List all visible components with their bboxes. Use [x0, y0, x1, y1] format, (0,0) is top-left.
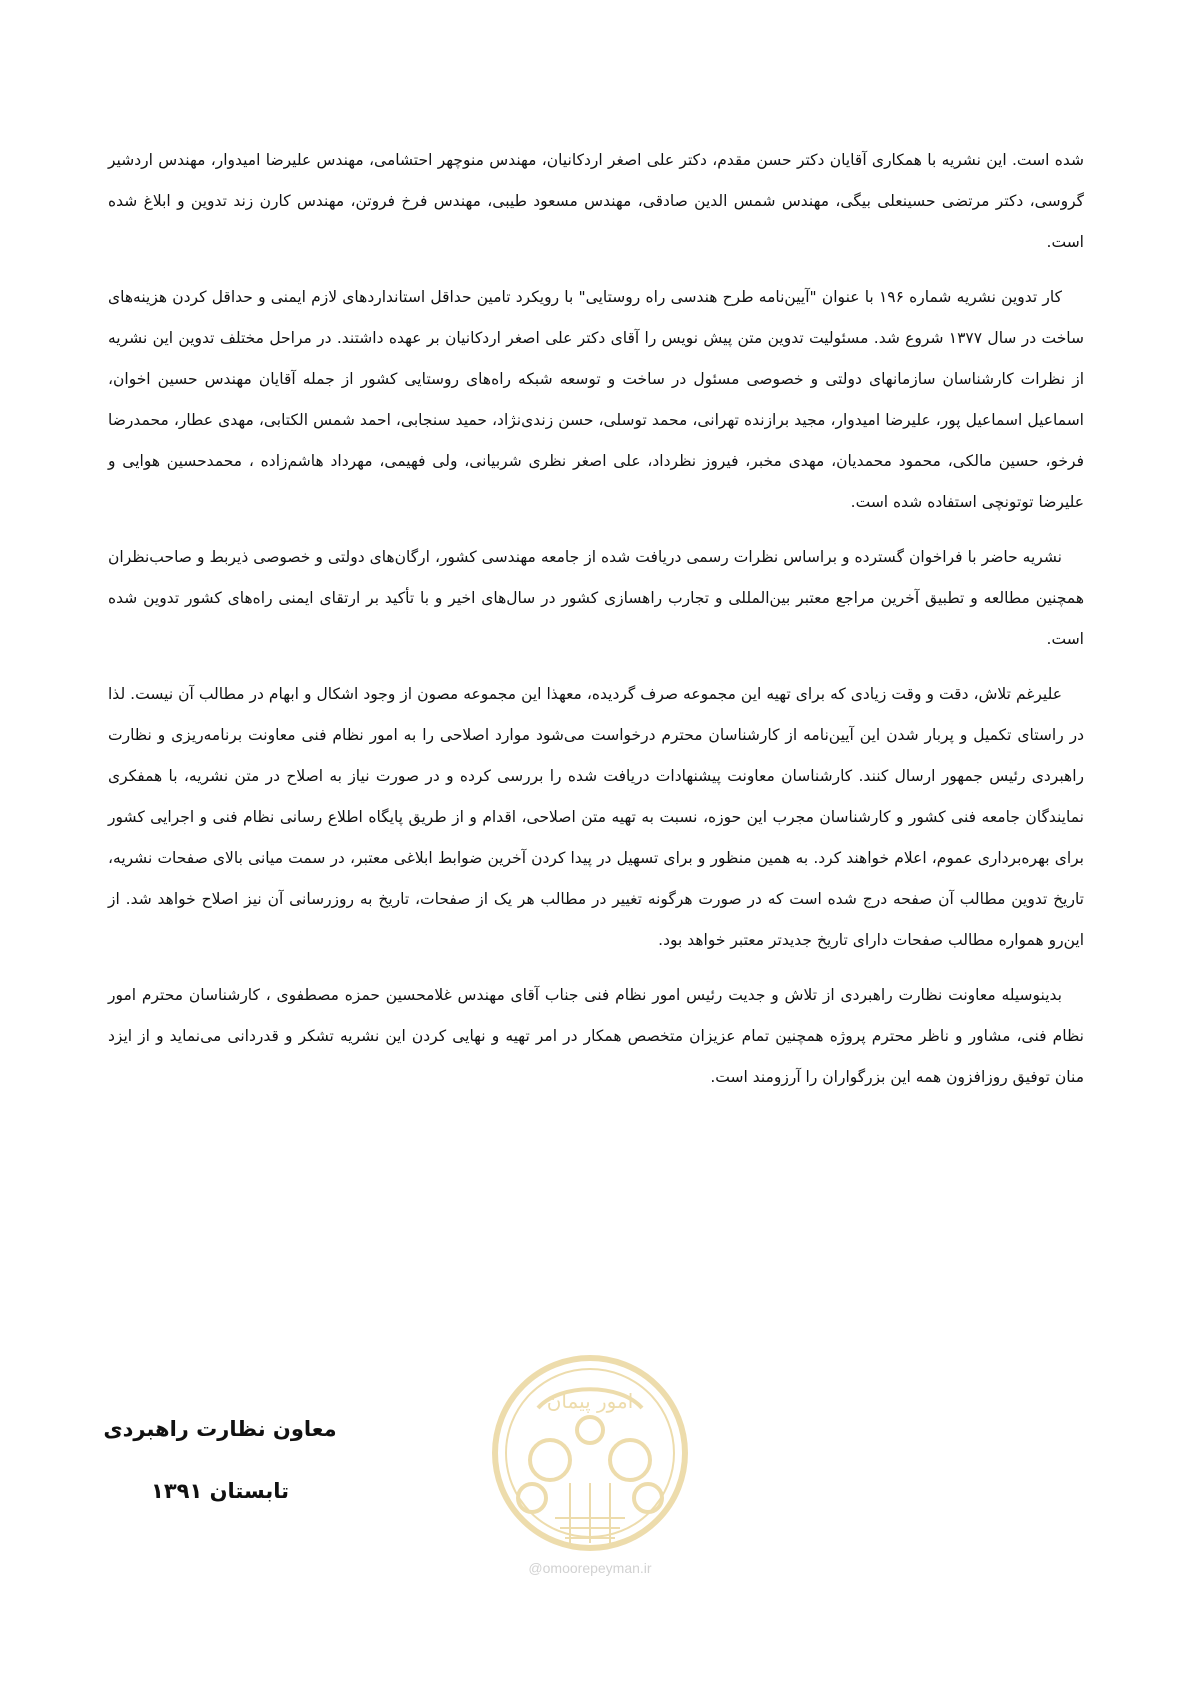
watermark-logo	[470, 1348, 710, 1628]
signature-date: تابستان ۱۳۹۱	[151, 1479, 289, 1503]
paragraph-3: نشریه حاضر با فراخوان گسترده و براساس نظرات رسمی دریافت شده از جامعه مهندسی کشور، ارگان‌های دولتی و خصوصی ذیربط و صاحب‌نظران همچنین مطالعه و تطبیق آخرین مراجع معتبر بین‌المللی و تجارب راهسازی کشور در سال‌های اخیر و با تأکید بر ارتقای ایمنی راه‌های کشور تدوین شده است.	[108, 548, 1084, 648]
paragraph-5: بدینوسیله معاونت نظارت راهبردی از تلاش و جدیت رئیس امور نظام فنی جناب آقای مهندس غلامحسین حمزه مصطفوی ، کارشناسان محترم امور نظام فنی، مشاور و ناظر محترم پروژه همچنین تمام عزیزان متخصص همکار در امر تهیه و نهایی کردن این نشریه تشکر و قدردانی می‌نماید و از ایزد منان توفیق روزافزون همه این بزرگواران را آرزومند است.	[108, 986, 1084, 1086]
document-body	[108, 140, 1084, 1112]
signature-block	[100, 1398, 340, 1522]
signature-title: معاون نظارت راهبردی	[103, 1417, 337, 1441]
paragraph-4: علیرغم تلاش، دقت و وقت زیادی که برای تهیه این مجموعه صرف گردیده، معهذا این مجموعه مصون از وجود اشکال و ابهام در مطالب آن نیست. لذا در راستای تکمیل و پربار شدن این آیین‌نامه از کارشناسان محترم درخواست می‌شود موارد اصلاحی را به امور نظام فنی معاونت برنامه‌ریزی و نظارت راهبردی رئیس جمهور ارسال کنند. کارشناسان معاونت پیشنهادات دریافت شده را بررسی کرده و در صورت نیاز به اصلاح در متن نشریه، با همفکری نمایندگان جامعه فنی کشور و کارشناسان مجرب این حوزه، نسبت به تهیه متن اصلاحی، اقدام و از طریق پایگاه اطلاع رسانی نظام فنی و اجرایی کشور برای بهره‌برداری عموم، اعلام خواهند کرد. به همین منظور و برای تسهیل در پیدا کردن آخرین ضوابط ابلاغی معتبر، در سمت میانی بالای صفحات نشریه، تاریخ تدوین مطالب آن صفحه درج شده است که در صورت هرگونه تغییر در مطالب هر یک از صفحات، تاریخ به روزرسانی آن نیز اصلاح خواهد شد. از این‌رو همواره مطالب صفحات دارای تاریخ جدیدتر معتبر خواهد بود.	[108, 685, 1084, 949]
watermark-logo-text: امور پیمان	[546, 1389, 634, 1413]
watermark-site: @omoorepeyman.ir	[528, 1560, 652, 1576]
paragraph-1: شده است. این نشریه با همکاری آقایان دکتر حسن مقدم، دکتر علی اصغر اردکانیان، مهندس منوچهر احتشامی، مهندس علیرضا امیدوار، مهندس اردشیر گروسی، دکتر مرتضی حسینعلی بیگی، مهندس شمس الدین صادقی، مهندس مسعود طیبی، مهندس فرخ فروتن، مهندس کارن زند تدوین و ابلاغ شده است.	[108, 151, 1084, 251]
paragraph-2: کار تدوین نشریه شماره ۱۹۶ با عنوان "آیین‌نامه طرح هندسی راه روستایی" با رویکرد تامین حداقل استانداردهای لازم ایمنی و حداقل کردن هزینه‌های ساخت در سال ۱۳۷۷ شروع شد. مسئولیت تدوین متن پیش نویس را آقای دکتر علی اصغر اردکانیان بر عهده داشتند. در مراحل مختلف تدوین این نشریه از نظرات کارشناسان سازمانهای دولتی و خصوصی مسئول در ساخت و توسعه شبکه راه‌های روستایی کشور از جمله آقایان مهندس حسین اخوان، اسماعیل اسماعیل پور، علیرضا امیدوار، مجید برازنده تهرانی، محمد توسلی، حسن زندی‌نژاد، حمید سنجابی، احمد شمس الکتابی، مهدی عطار، محمدرضا فرخو، حسین مالکی، محمود محمدیان، مهدی مخبر، فیروز نظرداد، علی اصغر نظری شربیانی، ولی فهیمی، مهرداد هاشم‌زاده ، محمدحسین هوایی و علیرضا توتونچی استفاده شده است.	[108, 288, 1084, 511]
seal-icon	[470, 1348, 710, 1558]
